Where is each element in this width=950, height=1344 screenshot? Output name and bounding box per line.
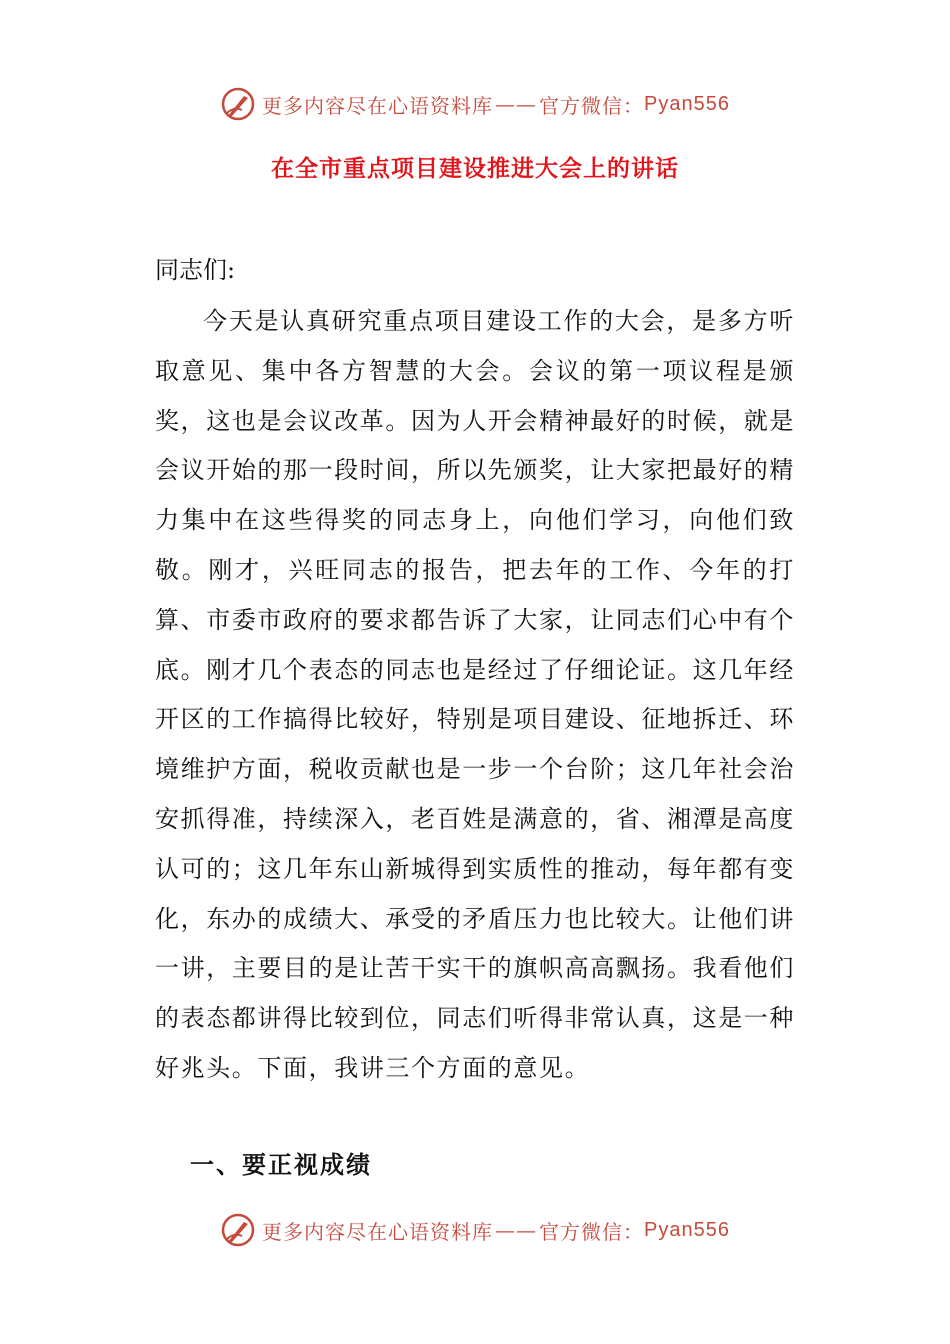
header-watermark-banner	[0, 84, 950, 124]
body-paragraph: 今天是认真研究重点项目建设工作的大会，是多方听取意见、集中各方智慧的大会。会议的第一项议程是颁奖，这也是会议改革。因为人开会精神最好的时候，就是会议开始的那一段时间，所以先颁奖，让大家把最好的精力集中在这些得奖的同志身上，向他们学习，向他们致敬。刚才，兴旺同志的报告，把去年的工作、今年的打算、市委市政府的要求都告诉了大家，让同志们心中有个底。刚才几个表态的同志也是经过了仔细论证。这几年经开区的工作搞得比较好，特别是项目建设、征地拆迁、环境维护方面，税收贡献也是一步一个台阶；这几年社会治安抓得准，持续深入，老百姓是满意的，省、湘潭是高度认可的；这几年东山新城得到实质性的推动，每年都有变化，东办的成绩大、承受的矛盾压力也比较大。让他们讲一讲，主要目的是让苦干实干的旗帜高高飘扬。我看他们的表态都讲得比较到位，同志们听得非常认真，这是一种好兆头。下面，我讲三个方面的意见。	[155, 307, 795, 1082]
salutation: 同志们:	[155, 256, 236, 284]
banner-wechat-id: Pyan556	[644, 1218, 730, 1241]
banner-separator: ——	[495, 92, 538, 116]
banner-wechat-id: Pyan556	[644, 92, 730, 115]
quill-logo-icon	[220, 86, 256, 122]
quill-logo-icon	[220, 1212, 256, 1248]
document-title: 在全市重点项目建设推进大会上的讲话	[271, 156, 679, 182]
banner-wechat-label: 官方微信：	[539, 93, 645, 118]
footer-watermark-banner	[0, 1210, 950, 1250]
section-heading: 一、要正视成绩	[190, 1151, 372, 1179]
banner-wechat-label: 官方微信：	[539, 1219, 645, 1244]
banner-brand-text: 更多内容尽在心语资料库	[262, 93, 494, 118]
banner-brand-text: 更多内容尽在心语资料库	[262, 1219, 494, 1244]
banner-separator: ——	[495, 1218, 538, 1242]
